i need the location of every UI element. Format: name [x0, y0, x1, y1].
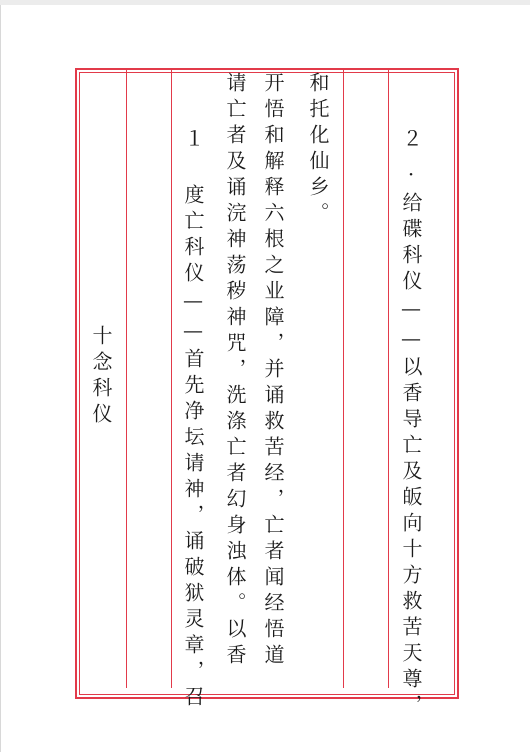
col1-number: ２: [399, 128, 423, 154]
table-divider-2: [171, 68, 172, 688]
row-label-ten-recitation-ritual: 十念科仪: [89, 325, 113, 429]
table-divider-4: [388, 68, 389, 688]
col2-line-4: １ 度亡科仪——首先净坛请神，诵破狱灵章，召: [181, 128, 205, 712]
table-divider-1: [126, 68, 127, 688]
col2-line-1: 和托化仙乡。: [306, 72, 330, 228]
col1-text-ritual-description: ·给碟科仪——以香导亡及皈向十方救苦天尊，: [399, 162, 423, 720]
col2-line-2: 开悟和解释六根之业障，并诵救苦经，亡者闻经悟道: [261, 72, 285, 670]
table-divider-3: [343, 68, 344, 688]
col2-line-3: 请亡者及诵浣神荡秽神咒，洗涤亡者幻身浊体。以香: [223, 72, 247, 670]
